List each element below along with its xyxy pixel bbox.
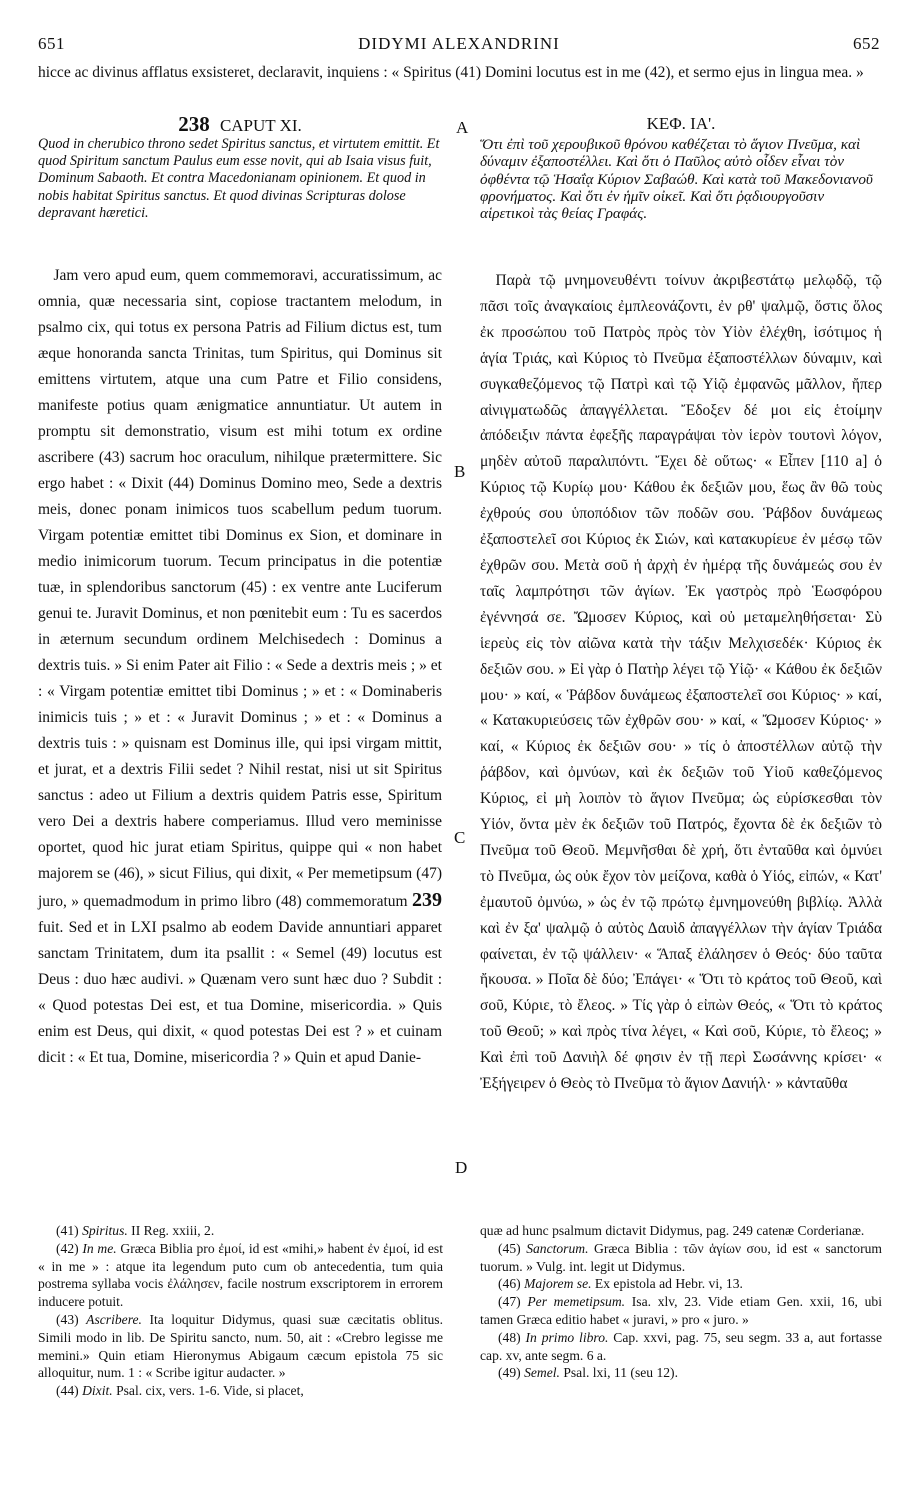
footnote: (49) Semel. Psal. lxi, 11 (seu 12).: [498, 1365, 678, 1381]
latin-body: [38, 263, 442, 1071]
footnote: (41) Spiritus. II Reg. xxiii, 2.: [56, 1223, 215, 1238]
footnote-continuation: quæ ad hunc psalmum dictavit Didymus, pag. 249 catenæ Corderianæ.: [480, 1223, 865, 1238]
footnote: (45) Sanctorum. Græca Biblia : τῶν ἁγίων σου, id est « sanctorum tuorum. » Vulg. int. legit ut Didymus.: [480, 1240, 882, 1274]
footnote: (44) Dixit. Psal. cix, vers. 1-6. Vide, si placet,: [56, 1383, 304, 1399]
page-number-left: 651: [38, 34, 65, 53]
latin-column: [38, 112, 442, 1066]
latin-body-text: Jam vero apud eum, quem commemoravi, accuratissimum, ac omnia, quæ necessaria sint, copiose tractantem melodum, in psalmo cix, qui totus ex persona Patris ad Filium dictus est, tum æque honoranda sancta Trinitas, tum Spiritus, qui Dominus sit emittens virtutem, atque una cum Patre et Filio considens, manifeste potius quam ænigmatice annuntiatur. Ut autem in promptu sit demonstratio, visum est mihi totum ex ordine ascribere (43) sacrum hoc oraculum, nihilque prætermittere. Sic ergo habet : « Dixit (44) Dominus Domino meo, Sede a dextris meis, donec ponam inimicos tuos scabellum pedum tuorum. Virgam potentiæ emittet tibi Dominus ex Sion, et dominare in medio inimicorum tuorum. Tecum principatus in die potentiæ tuæ, in splendoribus sanctorum (45) : ex ventre ante Luciferum genui te. Juravit Dominus, et non pœnitebit eum : Tu es sacerdos in æternum secundum ordinem Melchisedech : Dominus a dextris tuis. » Si enim Pater ait Filio : « Sede a dextris meis ; » et : « Virgam potentiæ emittet tibi Dominus ; » et : « Dominaberis inimicis tuis ; » et : « Juravit Dominus ; » et : « Dominus a dextris tuis : » quisnam est Dominus ille, qui ipsi virgam mittit, et jurat, et a dextris Filii sedet ? Nihil restat, nisi ut sit Spiritus sanctus : adeo ut Filium a dextris quidem Patris esse, Spiritum vero Dei a dextris habere comperiamus. Illud vero meminisse oportet, quod hic jurat etiam Spiritus, quippe qui « non habet majorem se (46), » sicut Filius, qui dixit, « Per memetipsum (47) juro, » quemadmodum in primo libro (48) commemoratum: [38, 267, 442, 910]
latin-body-text-end: fuit. Sed et in LXI psalmo ab eodem Davide annuntiari apparet sanctam Trinitatem, dum ita psallit : « Semel (49) locutus est Deus : duo hæc audivi. » Quænam vero sunt hæc duo ? Subdit : « Quod potestas Dei est, et tua Domine, misericordia. » Quis enim est Deus, qui dixit, « quod potestas Dei est ? » et cuinam dicit : « Et tua, Domine, misericordia ? » Quin et apud Danie-: [38, 919, 442, 1066]
margin-letter-d: D: [455, 1158, 468, 1177]
page-number-right: 652: [853, 34, 880, 53]
margin-letter-a: A: [456, 118, 469, 137]
footnote: (42) In me. Græca Biblia pro ἐμοί, id est «mihi,» habent ἐν ἐμοί, id est « in me » : atque ita legendum puto cum ob antecedentia, tum quia postrema syllaba vocis ἐλάλησεν, facile nostrum exscriptorem in errorem inducere potuit.: [38, 1240, 443, 1310]
chapter-heading-greek: [480, 112, 882, 136]
chapter-title-greek: ΚΕΦ. ΙΑ'.: [646, 114, 716, 133]
intro-line: hicce ac divinus afflatus exsisteret, declaravit, inquiens : « Spiritus (41) Domini locutus est in me (42), et sermo ejus in lingua mea. »: [38, 64, 864, 81]
chapter-summary-greek: Ὅτι ἐπὶ τοῦ χερουβικοῦ θρόνου καθέζεται τὸ ἅγιον Πνεῦμα, καὶ δύναμιν ἐξαποστέλλει. Καὶ ὅτι ὁ Παῦλος αὐτὸ οἶδεν εἶναι τὸν ὀφθέντα τῷ Ἡσαΐᾳ Κύριον Σαβαώθ. Καὶ κατὰ τοῦ Μακεδονιανοῦ φρονήματος. Καὶ ὅτι ἐν ἡμῖν οἰκεῖ. Καὶ ὅτι ῥᾳδιουργοῦσιν αἱρετικοὶ τὰς θείας Γραφάς.: [480, 136, 873, 223]
footnotes-left: [38, 1222, 443, 1400]
chapter-heading-latin: [38, 112, 442, 136]
column-number: 238: [178, 112, 210, 136]
footnotes-right: [480, 1222, 882, 1382]
greek-body: [480, 268, 882, 1097]
chapter-summary-latin: Quod in cherubico throno sedet Spiritus sanctus, et virtutem emittit. Et quod Spiritum sanctum Paulus eum esse novit, qui ab Isaia visus fuit, Dominum Sabaoth. Et contra Macedonianam opinionem. Et quod in nobis habitat Spiritus sanctus. Et quod divinas Scripturas dolose depravant hæretici.: [38, 136, 440, 221]
greek-body-text: Παρὰ τῷ μνημονευθέντι τοίνυν ἀκριβεστάτῳ μελῳδῷ, τῷ πᾶσι τοῖς ἀναγκαίοις ἐμπλεονάζοντι, ἐν ρθ' ψαλμῷ, ὅστις ὅλος ἐκ προσώπου τοῦ Πατρὸς πρὸς τὸν Υἱὸν ἐλέχθη, ἰσότιμος ἡ ἁγία Τριάς, καὶ Κύριος τὸ Πνεῦμα ἐξαποστέλλων δύναμιν, καὶ συγκαθεζόμενος τῷ Πατρὶ καὶ τῷ Υἱῷ ἐμφανῶς μᾶλλον, ἤπερ αἰνιγματωδῶς ἀπαγγέλλεται. Ἔδοξεν δέ μοι εἰς ἑτοίμην ἀπόδειξιν πάντα ἐφεξῆς παραγράψαι τὸν ἱερὸν τουτονὶ λόγον, μηδὲν αὐτοῦ παραλιπόντι. Ἔχει δὲ οὕτως· « Εἶπεν [110 a] ὁ Κύριος τῷ Κυρίῳ μου· Κάθου ἐκ δεξιῶν μου, ἕως ἂν θῶ τοὺς ἐχθρούς σου ὑποπόδιον τῶν ποδῶν σου. Ῥάβδον δυνάμεως ἐξαποστελεῖ σοι Κύριος ἐκ Σιών, καὶ κατακυρίευε ἐν μέσῳ τῶν ἐχθρῶν σου. Μετὰ σοῦ ἡ ἀρχὴ ἐν ἡμέρᾳ τῆς δυνάμεώς σου ἐν ταῖς λαμπρότησι τῶν ἁγίων. Ἐκ γαστρὸς πρὸ Ἑωσφόρου ἐγέννησά σε. Ὤμοσεν Κύριος, καὶ οὐ μεταμεληθήσεται· Σὺ ἱερεὺς εἰς τὸν αἰῶνα κατὰ τὴν τάξιν Μελχισεδέκ· Κύριος ἐκ δεξιῶν σου. » Εἰ γὰρ ὁ Πατὴρ λέγει τῷ Υἱῷ· « Κάθου ἐκ δεξιῶν μου· » καί, « Ῥάβδον δυνάμεως ἐξαποστελεῖ σοι Κύριος· » καί, « Κατακυριεύσεις τῶν ἐχθρῶν σου· » καί, « Ὤμοσεν Κύριος· » καί, « Κύριος ἐκ δεξιῶν σου· » τίς ὁ ἀποστέλλων αὐτῷ τὴν ῥάβδον, καὶ ὀμνύων, καὶ ἐκ δεξιῶν τοῦ Υἱοῦ καθεζόμενος Κύριος, εἰ μὴ λοιπὸν τὸ ἅγιον Πνεῦμα; ὡς εὑρίσκεσθαι τὸν Υἱόν, ὄντα μὲν ἐκ δεξιῶν τοῦ Πατρός, ἔχοντα δὲ ἐκ δεξιῶν τὸ Πνεῦμα τοῦ Θεοῦ. Μεμνῆσθαι δὲ χρή, ὅτι ἐνταῦθα καὶ ὀμνύει τὸ Πνεῦμα, ὡς οὐκ ἔχον τὸν μείζονα, καθὰ ὁ Υἱός, εἰπών, « Κατ' ἐμαυτοῦ ὀμνύω, » ὡς ἐν τῷ πρώτῳ ἐμνημονεύθη βιβλίῳ. Ἀλλὰ καὶ ἐν ξα' ψαλμῷ ὁ αὐτὸς Δαυὶδ ἀπαγγέλλων τὴν ἁγίαν Τριάδα φαίνεται, ἐν τῷ ψάλλειν· « Ἅπαξ ἐλάλησεν ὁ Θεός· δύο ταῦτα ἤκουσα. » Ποῖα δὲ δύο; Ἐπάγει· « Ὅτι τὸ κράτος τοῦ Θεοῦ, καὶ σοῦ, Κύριε, τὸ ἔλεος. » Τίς γὰρ ὁ εἰπὼν Θεός, « Ὅτι τὸ κράτος τοῦ Θεοῦ; » καὶ πρὸς τίνα λέγει, « Καὶ σοῦ, Κύριε, τὸ ἔλεος; » Καὶ ἐπὶ τοῦ Δανιὴλ δέ φησιν ἐν τῇ περὶ Σωσάννης κρίσει· « Ἐξήγειρεν ὁ Θεὸς τὸ Πνεῦμα τὸ ἅγιον Δανιήλ· » κἀνταῦθα: [480, 272, 882, 1093]
greek-column: [480, 112, 882, 1093]
running-header: [38, 34, 880, 56]
footnote: (43) Ascribere. Ita loquitur Didymus, quasi suæ cæcitatis oblitus. Simili modo in lib. De Spiritu sancto, num. 50, ait : «Crebro legisse me memini.» Quin etiam Hieronymus Abigaum cæcum epistola 75 sic alloquitur, num. 1 : « Scribe igitur audacter. »: [38, 1311, 443, 1381]
column-number-inline: 239: [412, 889, 442, 911]
footnote: (48) In primo libro. Cap. xxvi, pag. 75, seu segm. 33 a, aut fortasse cap. xv, ante segm. 6 a.: [480, 1329, 883, 1363]
chapter-title-latin: CAPUT XI.: [219, 116, 302, 135]
margin-letter-b: B: [454, 462, 466, 481]
running-title: DIDYMI ALEXANDRINI: [358, 34, 560, 53]
margin-letter-c: C: [454, 828, 466, 847]
footnote: (46) Majorem se. Ex epistola ad Hebr. vi, 13.: [498, 1276, 743, 1292]
footnote: (47) Per memetipsum. Isa. xlv, 23. Vide etiam Gen. xxii, 16, ubi tamen Græca editio habet « juravi, » pro « juro. »: [480, 1294, 882, 1327]
